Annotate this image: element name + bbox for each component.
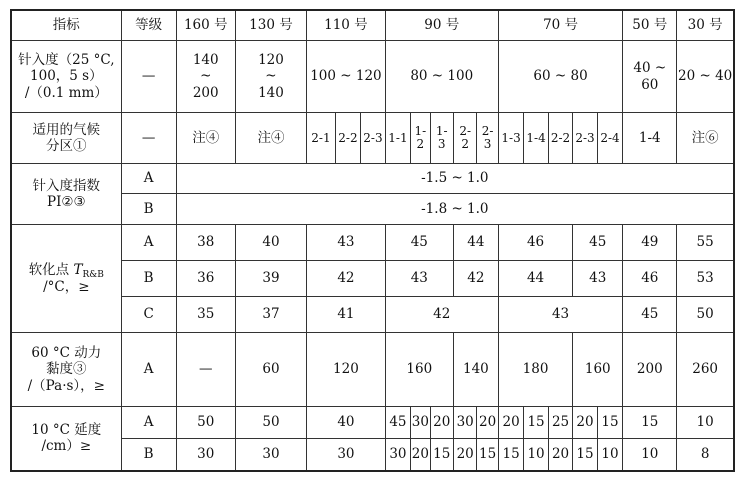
ductility-a-70-3: 25 [548,407,572,439]
penetration-row [11,41,734,113]
softening-label-line2: /°C，≥ [43,278,90,295]
pi-value-b: -1.8 ~ 1.0 [176,194,734,225]
ductility-a-30: 10 [677,407,734,439]
penetration-label-line1: 针入度（25 °C, [18,52,115,69]
softening-b-110: 42 [307,261,386,297]
header-50: 50 号 [623,10,677,41]
softening-label-text: 软化点 [28,262,70,279]
softening-label [11,225,121,333]
climate-zone-90-4-bottom: 2 [461,137,469,151]
softening-a-50: 49 [623,225,677,261]
softening-c-70: 43 [498,297,622,333]
viscosity-70-2: 160 [573,333,623,407]
viscosity-110: 120 [307,333,386,407]
softening-a-110: 43 [307,225,386,261]
softening-b-70-2: 43 [573,261,623,297]
climate-zone-70-3: 2-2 [548,113,572,164]
ductility-b-70-5: 10 [597,439,623,471]
ductility-b-50: 10 [623,439,677,471]
penetration-90: 80 ~ 100 [385,41,498,113]
climate-160: 注④ [176,113,235,164]
viscosity-label-line3: /（Pa·s），≥ [27,377,105,394]
ductility-a-50: 15 [623,407,677,439]
viscosity-130: 60 [235,333,306,407]
ductility-a-160: 50 [176,407,235,439]
ductility-a-70-1: 20 [498,407,523,439]
viscosity-70-1: 180 [498,333,572,407]
softening-row-a [11,225,734,261]
penetration-label-line3: /（0.1 mm） [24,84,108,101]
climate-zone-90-1: 1-1 [385,113,410,164]
climate-label [11,113,121,164]
climate-zone-90-5-top: 2- [481,124,494,139]
header-90: 90 号 [385,10,498,41]
penetration-160-tilde: ~ [200,68,212,85]
climate-zone-90-4-top: 2- [459,124,472,139]
ductility-b-70-4: 15 [573,439,597,471]
viscosity-grade: A [121,333,176,407]
pi-label-line2: PI②③ [46,194,86,210]
penetration-50: 40 ~ 60 [623,41,677,113]
penetration-130-tilde: ~ [265,68,277,85]
penetration-160-max: 200 [192,84,219,101]
ductility-a-90-3: 20 [430,407,453,439]
climate-zone-90-5 [477,113,498,164]
pi-label [11,164,121,225]
viscosity-label-line2: 黏度③ [46,361,87,378]
softening-grade-b: B [121,261,176,297]
header-30: 30 号 [677,10,734,41]
climate-zone-70-1: 1-3 [498,113,523,164]
softening-b-90-1: 43 [385,261,453,297]
ductility-a-70-4: 20 [573,407,597,439]
ductility-grade-a: A [121,407,176,439]
viscosity-90-2: 140 [453,333,498,407]
header-indicator: 指标 [11,10,121,41]
viscosity-90-1: 160 [385,333,453,407]
softening-a-70-2: 45 [573,225,623,261]
softening-a-70-1: 46 [498,225,572,261]
climate-label-line1: 适用的气候 [32,121,101,138]
header-160: 160 号 [176,10,235,41]
softening-a-160: 38 [176,225,235,261]
softening-c-90: 42 [385,297,498,333]
ductility-b-70-3: 20 [548,439,572,471]
climate-zone-90-3-top: 1- [435,124,448,139]
climate-zone-70-2: 1-4 [524,113,548,164]
viscosity-label [11,333,121,407]
climate-zone-110-1: 2-1 [307,113,336,164]
softening-c-110: 41 [307,297,386,333]
header-row [11,10,734,41]
climate-50: 1-4 [623,113,677,164]
climate-zone-90-3 [430,113,453,164]
softening-a-130: 40 [235,225,306,261]
penetration-label-line2: 100，5 s） [30,68,103,85]
viscosity-row [11,333,734,407]
climate-zone-90-2 [411,113,430,164]
climate-zone-90-2-bottom: 2 [416,137,425,151]
ductility-b-90-3: 15 [430,439,453,471]
viscosity-label-line1: 60 °C 动力 [31,345,102,362]
climate-zone-90-4 [453,113,476,164]
softening-b-130: 39 [235,261,306,297]
penetration-grade: — [121,41,176,113]
ductility-a-90-2: 30 [411,407,430,439]
softening-b-90-2: 42 [453,261,498,297]
ductility-b-30: 8 [677,439,734,471]
softening-a-30: 55 [677,225,734,261]
softening-label-symbol: T [73,262,83,279]
climate-label-line2: 分区① [46,138,87,154]
penetration-30: 20 ~ 40 [677,41,734,113]
penetration-130-min: 120 [258,52,284,69]
softening-a-90-2: 44 [453,225,498,261]
climate-zone-90-3-bottom: 3 [437,137,446,151]
pi-label-line1: 针入度指数 [32,177,101,194]
ductility-a-70-2: 15 [524,407,548,439]
ductility-b-110: 30 [307,439,386,471]
viscosity-50: 200 [623,333,677,407]
pi-grade-a: A [121,164,176,194]
climate-zone-70-5: 2-4 [597,113,623,164]
softening-b-30: 53 [677,261,734,297]
penetration-70: 60 ~ 80 [498,41,622,113]
penetration-130-max: 140 [258,84,284,101]
viscosity-160: — [176,333,235,407]
climate-row [11,113,734,164]
climate-130: 注④ [235,113,306,164]
pi-row-a [11,164,734,194]
ductility-row-a [11,407,734,439]
asphalt-spec-table [10,9,735,472]
ductility-a-70-5: 15 [597,407,623,439]
ductility-a-90-1: 45 [385,407,410,439]
softening-c-130: 37 [235,297,306,333]
softening-c-160: 35 [176,297,235,333]
climate-zone-110-2: 2-2 [335,113,360,164]
ductility-a-130: 50 [235,407,306,439]
softening-c-50: 45 [623,297,677,333]
climate-30: 注⑥ [677,113,734,164]
ductility-label-line2: /cm）≥ [41,438,92,455]
climate-zone-90-5-bottom: 3 [483,137,492,151]
climate-zone-90-2-top: 1- [414,124,427,139]
softening-c-30: 50 [677,297,734,333]
penetration-label [11,41,121,113]
softening-b-70-1: 44 [498,261,572,297]
pi-value-a: -1.5 ~ 1.0 [176,164,734,194]
ductility-grade-b: B [121,439,176,471]
softening-grade-a: A [121,225,176,261]
penetration-160-min: 140 [192,52,219,69]
header-110: 110 号 [307,10,386,41]
header-70: 70 号 [498,10,622,41]
ductility-b-90-4: 20 [453,439,476,471]
ductility-a-110: 40 [307,407,386,439]
ductility-b-160: 30 [176,439,235,471]
softening-grade-c: C [121,297,176,333]
climate-grade: — [121,113,176,164]
softening-b-50: 46 [623,261,677,297]
ductility-a-90-5: 20 [477,407,498,439]
softening-a-90-1: 45 [385,225,453,261]
header-130: 130 号 [235,10,306,41]
softening-label-line1 [12,262,121,281]
ductility-a-90-4: 30 [453,407,476,439]
ductility-b-90-2: 20 [411,439,430,471]
climate-zone-70-4: 2-3 [573,113,597,164]
ductility-b-70-2: 10 [524,439,548,471]
ductility-b-90-5: 15 [477,439,498,471]
penetration-110: 100 ~ 120 [307,41,386,113]
ductility-b-130: 30 [235,439,306,471]
softening-b-160: 36 [176,261,235,297]
header-grade: 等级 [121,10,176,41]
penetration-130 [235,41,306,113]
ductility-b-90-1: 30 [385,439,410,471]
viscosity-30: 260 [677,333,734,407]
penetration-160 [176,41,235,113]
softening-label-subscript: R&B [82,270,104,281]
pi-grade-b: B [121,194,176,225]
ductility-label [11,407,121,471]
ductility-label-line1: 10 °C 延度 [31,422,102,439]
ductility-b-70-1: 15 [498,439,523,471]
climate-zone-110-3: 2-3 [361,113,386,164]
